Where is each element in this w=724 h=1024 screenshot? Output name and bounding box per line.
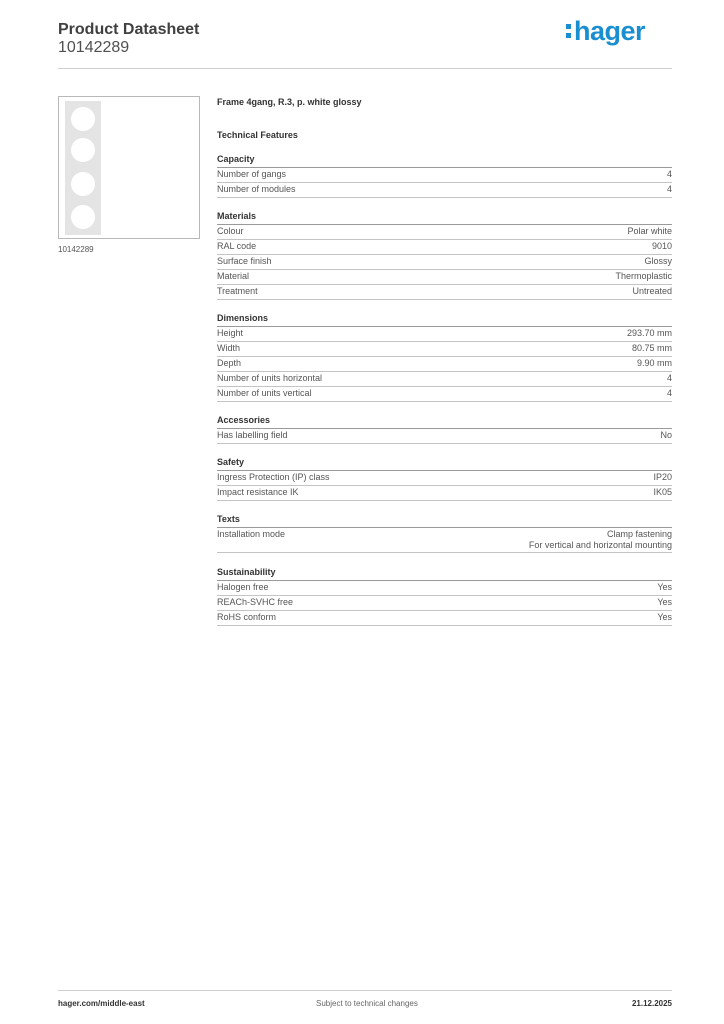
spec-row bbox=[217, 183, 672, 198]
logo-text: hager bbox=[574, 16, 646, 46]
spec-label: Treatment bbox=[217, 286, 258, 296]
spec-row bbox=[217, 611, 672, 626]
spec-label: Colour bbox=[217, 226, 244, 236]
hager-logo bbox=[566, 16, 645, 47]
footer-notice: Subject to technical changes bbox=[316, 999, 418, 1008]
spec-value: Glossy bbox=[644, 256, 672, 266]
footer-divider bbox=[58, 990, 672, 991]
spec-value: IK05 bbox=[653, 487, 672, 497]
spec-value bbox=[529, 529, 672, 551]
spec-section bbox=[217, 211, 672, 300]
spec-value: No bbox=[660, 430, 672, 440]
spec-row bbox=[217, 270, 672, 285]
section-title: Materials bbox=[217, 211, 672, 225]
spec-label: Number of gangs bbox=[217, 169, 287, 179]
section-title: Safety bbox=[217, 457, 672, 471]
spec-label: Ingress Protection (IP) class bbox=[217, 472, 330, 482]
footer-date: 21.12.2025 bbox=[631, 999, 672, 1008]
spec-value: 9.90 mm bbox=[636, 358, 672, 368]
spec-label: Number of units vertical bbox=[217, 388, 312, 398]
spec-label: RAL code bbox=[217, 241, 257, 251]
spec-section bbox=[217, 514, 672, 553]
spec-label: Material bbox=[217, 271, 250, 281]
header-divider bbox=[58, 68, 672, 69]
spec-label: Width bbox=[217, 343, 241, 353]
spec-row bbox=[217, 342, 672, 357]
spec-value: 80.75 mm bbox=[631, 343, 672, 353]
socket-opening bbox=[71, 107, 95, 131]
spec-value: 4 bbox=[666, 388, 672, 398]
spec-label: Number of units horizontal bbox=[217, 373, 323, 383]
spec-value: 293.70 mm bbox=[626, 328, 672, 338]
spec-row bbox=[217, 528, 672, 553]
image-caption: 10142289 bbox=[58, 245, 94, 254]
footer-website: hager.com/middle-east bbox=[58, 999, 145, 1008]
spec-section bbox=[217, 457, 672, 501]
spec-label: Installation mode bbox=[217, 529, 286, 539]
section-title: Texts bbox=[217, 514, 672, 528]
section-title: Capacity bbox=[217, 154, 672, 168]
spec-row bbox=[217, 596, 672, 611]
spec-row bbox=[217, 225, 672, 240]
product-image bbox=[58, 96, 200, 239]
spec-sections bbox=[217, 154, 672, 626]
product-number: 10142289 bbox=[58, 39, 130, 56]
spec-value: IP20 bbox=[653, 472, 672, 482]
socket-opening bbox=[71, 205, 95, 229]
spec-value-line: For vertical and horizontal mounting bbox=[528, 540, 672, 550]
section-title: Accessories bbox=[217, 415, 672, 429]
spec-label: Impact resistance IK bbox=[217, 487, 299, 497]
spec-label: REACh-SVHC free bbox=[217, 597, 294, 607]
spec-value: 4 bbox=[666, 373, 672, 383]
spec-section bbox=[217, 313, 672, 402]
spec-value: Untreated bbox=[632, 286, 672, 296]
specifications bbox=[217, 96, 672, 626]
logo-dots-icon bbox=[566, 21, 572, 41]
spec-row bbox=[217, 471, 672, 486]
spec-row bbox=[217, 372, 672, 387]
spec-label: Has labelling field bbox=[217, 430, 288, 440]
spec-section bbox=[217, 567, 672, 626]
product-name: Frame 4gang, R.3, p. white glossy bbox=[217, 97, 362, 107]
spec-row bbox=[217, 357, 672, 372]
spec-row bbox=[217, 255, 672, 270]
spec-label: RoHS conform bbox=[217, 612, 277, 622]
spec-section bbox=[217, 415, 672, 444]
spec-label: Number of modules bbox=[217, 184, 296, 194]
spec-value: 4 bbox=[666, 184, 672, 194]
spec-section bbox=[217, 154, 672, 198]
spec-value-line: Clamp fastening bbox=[606, 529, 672, 539]
spec-value: Polar white bbox=[627, 226, 672, 236]
technical-features-title: Technical Features bbox=[217, 130, 298, 140]
spec-row bbox=[217, 327, 672, 342]
spec-value: Yes bbox=[657, 582, 672, 592]
spec-row bbox=[217, 429, 672, 444]
spec-value: Yes bbox=[657, 597, 672, 607]
spec-row bbox=[217, 168, 672, 183]
spec-label: Depth bbox=[217, 358, 242, 368]
spec-row bbox=[217, 240, 672, 255]
spec-label: Surface finish bbox=[217, 256, 272, 266]
section-title: Dimensions bbox=[217, 313, 672, 327]
section-title: Sustainability bbox=[217, 567, 672, 581]
spec-row bbox=[217, 285, 672, 300]
document-title: Product Datasheet bbox=[58, 21, 200, 38]
spec-row bbox=[217, 387, 672, 402]
spec-value: Yes bbox=[657, 612, 672, 622]
spec-label: Halogen free bbox=[217, 582, 269, 592]
socket-opening bbox=[71, 138, 95, 162]
spec-value: 4 bbox=[666, 169, 672, 179]
spec-row bbox=[217, 486, 672, 501]
spec-label: Height bbox=[217, 328, 244, 338]
spec-value: Thermoplastic bbox=[615, 271, 672, 281]
frame-illustration bbox=[65, 101, 101, 235]
spec-value: 9010 bbox=[651, 241, 672, 251]
spec-row bbox=[217, 581, 672, 596]
socket-opening bbox=[71, 172, 95, 196]
